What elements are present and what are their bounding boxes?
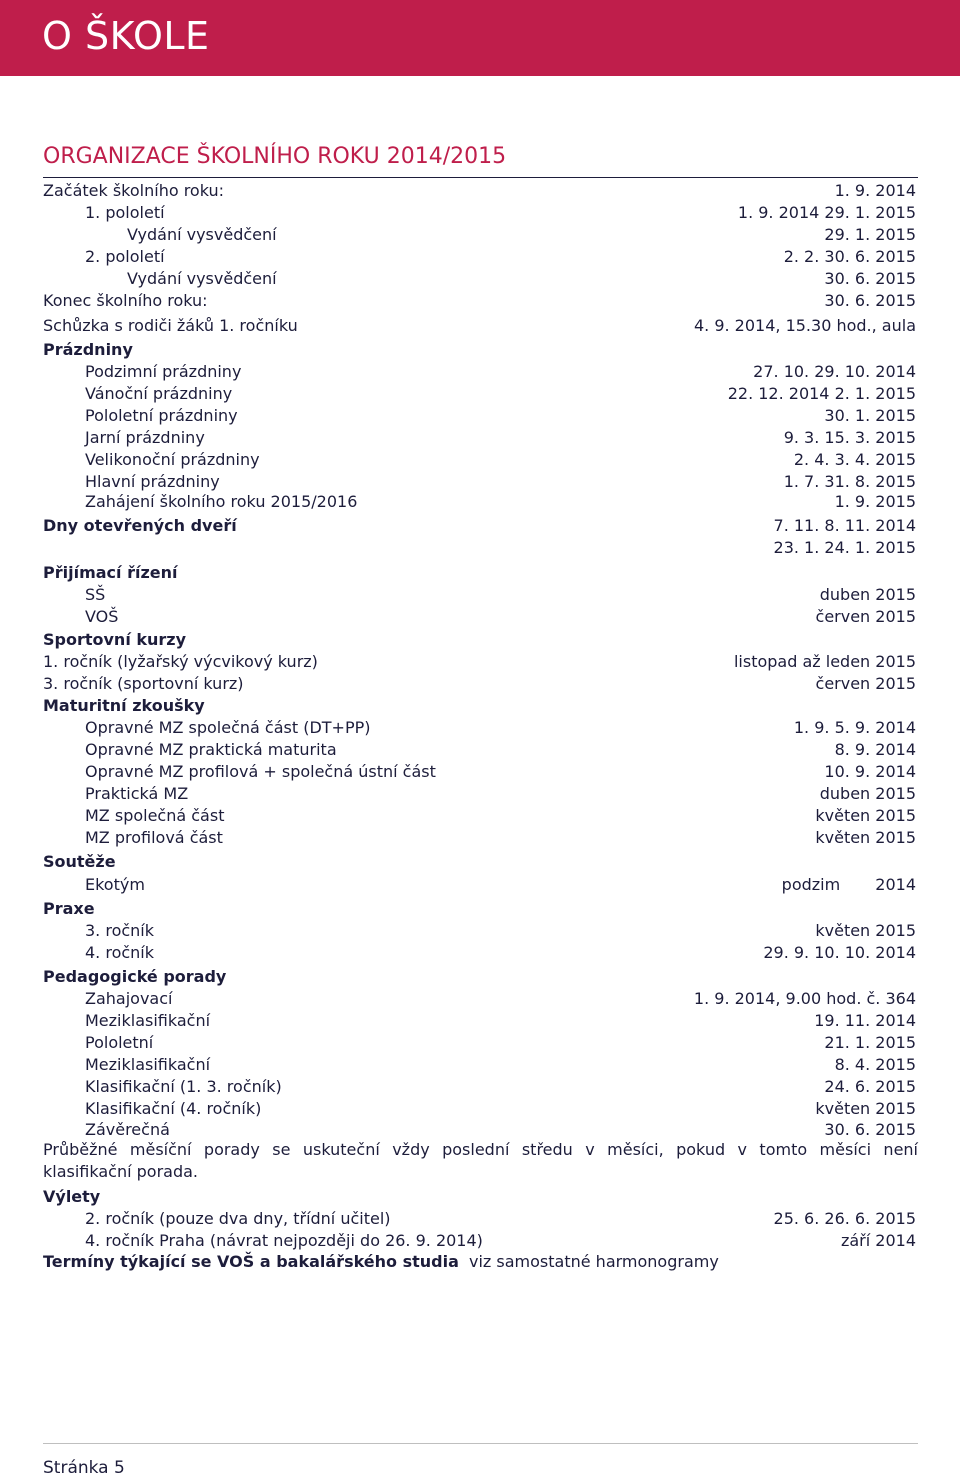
- schedule-row: [0, 717, 960, 739]
- schedule-row: [0, 805, 960, 827]
- row-heading: Soutěže: [43, 852, 116, 871]
- meetings-note: [43, 1139, 918, 1183]
- row-label: Opravné MZ praktická maturita: [85, 740, 337, 759]
- schedule-row: [0, 202, 960, 224]
- row-heading: Dny otevřených dveří: [43, 516, 237, 535]
- row-heading: Praxe: [43, 899, 95, 918]
- row-value: září 2014: [840, 1231, 916, 1250]
- row-label: Jarní prázdniny: [85, 428, 205, 447]
- note-line: klasifikační porada.: [43, 1162, 199, 1181]
- row-label: Vydání vysvědčení: [127, 225, 277, 244]
- section-heading-competitions: [0, 851, 960, 873]
- schedule-row: [0, 383, 960, 405]
- schedule-row: [0, 584, 960, 606]
- row-value: 8. 4. 2015: [834, 1055, 916, 1074]
- schedule-row: [0, 491, 960, 513]
- page-number: Stránka 5: [43, 1458, 125, 1478]
- row-label: 4. ročník Praha (návrat nejpozději do 26. 9. 2014): [85, 1231, 483, 1250]
- row-heading: Sportovní kurzy: [43, 630, 187, 649]
- row-value: květen 2015: [815, 921, 916, 940]
- schedule-row: [0, 1054, 960, 1076]
- row-value: duben 2015: [819, 585, 916, 604]
- row-value: 1. 9. 2014, 9.00 hod. č. 364: [693, 989, 916, 1008]
- schedule-row: [0, 783, 960, 805]
- row-heading: Prázdniny: [43, 340, 133, 359]
- schedule-row: [0, 224, 960, 246]
- schedule-row: [0, 315, 960, 337]
- schedule-row: [0, 180, 960, 202]
- schedule-row: [0, 361, 960, 383]
- section-heading-practice: [0, 898, 960, 920]
- row-value: 1. 7. 31. 8. 2015: [783, 472, 916, 491]
- row-heading: Termíny týkající se VOŠ a bakalářského studia: [43, 1252, 459, 1271]
- row-value: 29. 9. 10. 10. 2014: [763, 943, 916, 962]
- row-label: Vánoční prázdniny: [85, 384, 233, 403]
- schedule-row: [0, 651, 960, 673]
- row-label: Závěrečná: [85, 1120, 170, 1139]
- row-value: květen 2015: [815, 806, 916, 825]
- row-value: 2. 2. 30. 6. 2015: [783, 247, 916, 266]
- row-label: Opravné MZ společná část (DT+PP): [85, 718, 371, 737]
- schedule-row: [0, 874, 960, 896]
- section-heading-trips: [0, 1186, 960, 1208]
- row-value: 25. 6. 26. 6. 2015: [773, 1209, 916, 1228]
- row-label: Meziklasifikační: [85, 1011, 211, 1030]
- page-header-title: O ŠKOLE: [42, 14, 210, 58]
- section-heading-sports: [0, 629, 960, 651]
- row-label: Podzimní prázdniny: [85, 362, 242, 381]
- row-value: červen 2015: [815, 607, 916, 626]
- row-value: 9. 3. 15. 3. 2015: [783, 428, 916, 447]
- schedule-row: [0, 739, 960, 761]
- schedule-row: [0, 761, 960, 783]
- schedule-row: [0, 673, 960, 695]
- schedule-row: [0, 515, 960, 537]
- section-title: ORGANIZACE ŠKOLNÍHO ROKU 2014/2015: [43, 144, 507, 169]
- schedule-row: [0, 1032, 960, 1054]
- row-value: 1. 9. 2014 29. 1. 2015: [737, 203, 916, 222]
- row-value: duben 2015: [819, 784, 916, 803]
- vos-row: [0, 1251, 960, 1273]
- row-label: Velikonoční prázdniny: [85, 450, 260, 469]
- row-label: 1. ročník (lyžařský výcvikový kurz): [43, 652, 318, 671]
- row-value: 29. 1. 2015: [824, 225, 916, 244]
- row-value: 10. 9. 2014: [824, 762, 916, 781]
- schedule-row: [0, 449, 960, 471]
- row-value: 19. 11. 2014: [814, 1011, 916, 1030]
- row-value: 1. 9. 2014: [834, 181, 916, 200]
- row-label: MZ společná část: [85, 806, 225, 825]
- row-label: SŠ: [85, 585, 106, 604]
- row-value: 30. 6. 2015: [824, 1120, 916, 1139]
- schedule-row: [0, 920, 960, 942]
- schedule-row: [0, 427, 960, 449]
- row-value: květen 2015: [815, 828, 916, 847]
- schedule-row: [0, 606, 960, 628]
- schedule-row: [0, 268, 960, 290]
- row-label: Meziklasifikační: [85, 1055, 211, 1074]
- row-value: 4. 9. 2014, 15.30 hod., aula: [693, 316, 916, 335]
- row-value: 30. 1. 2015: [824, 406, 916, 425]
- row-value: květen 2015: [815, 1099, 916, 1118]
- row-label: Klasifikační (4. ročník): [85, 1099, 262, 1118]
- row-value: červen 2015: [815, 674, 916, 693]
- row-value: 27. 10. 29. 10. 2014: [753, 362, 916, 381]
- row-value: 7. 11. 8. 11. 2014: [773, 516, 916, 535]
- row-label: Opravné MZ profilová + společná ústní část: [85, 762, 436, 781]
- schedule-row: [0, 471, 960, 493]
- schedule-row: [0, 537, 960, 559]
- row-label: 3. ročník: [85, 921, 155, 940]
- row-label: Hlavní prázdniny: [85, 472, 220, 491]
- row-label: Schůzka s rodiči žáků 1. ročníku: [43, 316, 298, 335]
- row-value: 30. 6. 2015: [824, 269, 916, 288]
- row-heading: Maturitní zkoušky: [43, 696, 205, 715]
- row-value: listopad až leden 2015: [733, 652, 916, 671]
- schedule-row: [0, 1119, 960, 1141]
- row-value: 1. 9. 2015: [834, 492, 916, 511]
- schedule-row: [0, 1098, 960, 1120]
- section-heading-meetings: [0, 966, 960, 988]
- schedule-row: [0, 942, 960, 964]
- row-heading: Výlety: [43, 1187, 101, 1206]
- row-label: VOŠ: [85, 607, 119, 626]
- row-value: 8. 9. 2014: [834, 740, 916, 759]
- row-value: viz samostatné harmonogramy: [469, 1252, 719, 1271]
- section-divider: [43, 177, 918, 178]
- row-heading: Přijímací řízení: [43, 563, 178, 582]
- schedule-row: [0, 1010, 960, 1032]
- row-label: MZ profilová část: [85, 828, 223, 847]
- row-heading: Pedagogické porady: [43, 967, 227, 986]
- row-label: Konec školního roku:: [43, 291, 208, 310]
- row-label: Praktická MZ: [85, 784, 189, 803]
- row-value: podzim 2014: [781, 875, 916, 894]
- schedule-row: [0, 827, 960, 849]
- row-label: Klasifikační (1. 3. ročník): [85, 1077, 282, 1096]
- section-heading-holidays: [0, 339, 960, 361]
- row-label: 2. pololetí: [85, 247, 165, 266]
- row-label: 2. ročník (pouze dva dny, třídní učitel): [85, 1209, 391, 1228]
- row-label: Začátek školního roku:: [43, 181, 225, 200]
- trip-row: [0, 1230, 960, 1252]
- footer-divider: [43, 1443, 918, 1444]
- row-value: 23. 1. 24. 1. 2015: [773, 538, 916, 557]
- row-label: Zahájení školního roku 2015/2016: [85, 492, 358, 511]
- row-value: 30. 6. 2015: [824, 291, 916, 310]
- row-label: 3. ročník (sportovní kurz): [43, 674, 244, 693]
- section-heading-exams: [0, 695, 960, 717]
- trip-row: [0, 1208, 960, 1230]
- schedule-row: [0, 405, 960, 427]
- schedule-row: [0, 1076, 960, 1098]
- note-line: Průběžné měsíční porady se uskuteční vždy poslední středu v měsíci, pokud v tomto měsíci není: [43, 1140, 918, 1159]
- schedule-row: [0, 988, 960, 1010]
- row-label: Pololetní prázdniny: [85, 406, 238, 425]
- row-label: Pololetní: [85, 1033, 154, 1052]
- row-label: Vydání vysvědčení: [127, 269, 277, 288]
- schedule-row: [0, 246, 960, 268]
- row-value: 21. 1. 2015: [824, 1033, 916, 1052]
- row-value: 22. 12. 2014 2. 1. 2015: [727, 384, 916, 403]
- row-value: 1. 9. 5. 9. 2014: [793, 718, 916, 737]
- row-label: Zahajovací: [85, 989, 173, 1008]
- section-heading-admissions: [0, 562, 960, 584]
- row-value: 2. 4. 3. 4. 2015: [793, 450, 916, 469]
- row-label: 4. ročník: [85, 943, 155, 962]
- row-label: Ekotým: [85, 875, 145, 894]
- row-label: 1. pololetí: [85, 203, 165, 222]
- schedule-row: [0, 290, 960, 312]
- row-value: 24. 6. 2015: [824, 1077, 916, 1096]
